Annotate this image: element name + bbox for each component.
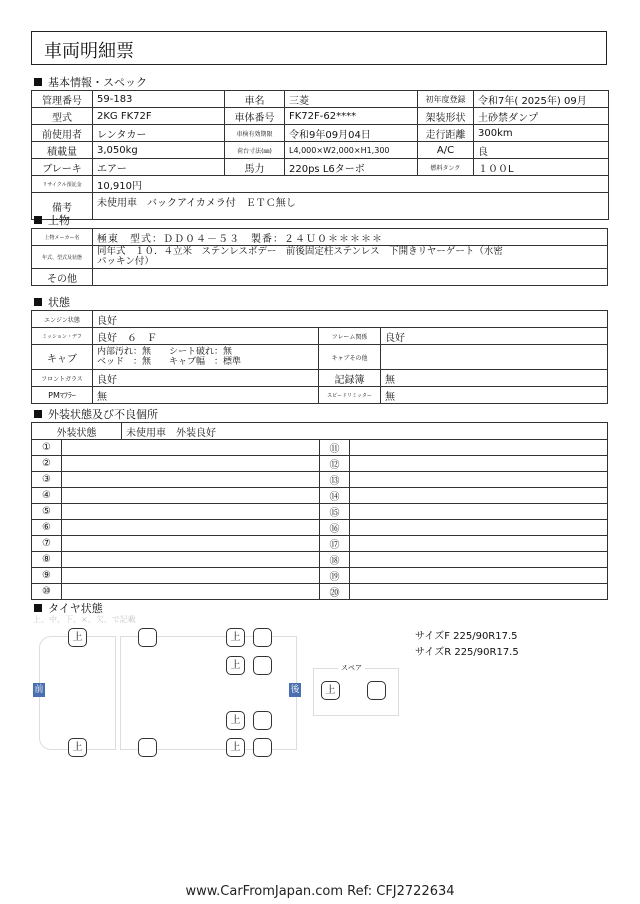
cell-label: 車名 xyxy=(225,91,285,108)
tire-spare-2[interactable] xyxy=(367,681,386,700)
cell-label: 車検有効期限 xyxy=(225,125,285,142)
table-row xyxy=(32,536,608,552)
cell-label: 前使用者 xyxy=(32,125,93,142)
defect-cell-left[interactable] xyxy=(62,568,320,584)
basic-info-table xyxy=(31,90,609,220)
row-number-right: ⑰ xyxy=(320,536,350,552)
row-number-left: ⑤ xyxy=(32,504,62,520)
defect-cell-right[interactable] xyxy=(350,504,608,520)
bullet-square-icon xyxy=(34,410,42,418)
table-row xyxy=(32,423,608,440)
row-number-left: ⑧ xyxy=(32,552,62,568)
cab-outline xyxy=(39,636,116,750)
cell-value: 良 xyxy=(474,142,609,159)
cell-label: 積載量 xyxy=(32,142,93,159)
row-number-left: ③ xyxy=(32,472,62,488)
table-row xyxy=(32,125,609,142)
cell-value xyxy=(93,269,608,286)
defect-cell-left[interactable] xyxy=(62,520,320,536)
cell-label: 上物メーカー名 xyxy=(32,229,93,246)
table-row xyxy=(32,91,609,108)
section-body-heading: 上物 xyxy=(34,212,70,228)
table-row xyxy=(32,387,608,404)
defect-cell-left[interactable] xyxy=(62,552,320,568)
cell-label: ミッション・デフ xyxy=(32,328,93,345)
table-row xyxy=(32,269,608,286)
cell-label: 架装形状 xyxy=(418,108,474,125)
table-row xyxy=(32,345,608,370)
cell-value: 令和9年09月04日 xyxy=(285,125,418,142)
defect-cell-left[interactable] xyxy=(62,456,320,472)
tire-front-left[interactable]: 上 xyxy=(68,628,87,647)
defect-cell-right[interactable] xyxy=(350,536,608,552)
exterior-table xyxy=(31,422,608,600)
defect-cell-right[interactable] xyxy=(350,568,608,584)
row-number-right: ⑯ xyxy=(320,520,350,536)
cell-label: 管理番号 xyxy=(32,91,93,108)
table-row xyxy=(32,229,608,246)
section-condition-heading: 状態 xyxy=(34,294,70,310)
cell-label: フレーム関係 xyxy=(319,328,381,345)
bullet-square-icon xyxy=(34,78,42,86)
cell-label: スピードリミッター xyxy=(319,387,381,404)
cell-value: エアー xyxy=(93,159,225,176)
bullet-square-icon xyxy=(34,216,42,224)
bullet-square-icon xyxy=(34,298,42,306)
bed-outline xyxy=(120,636,297,750)
cell-label: 年式、型式及状態 xyxy=(32,246,93,269)
tire-rear1-outer[interactable]: 上 xyxy=(226,628,245,647)
cell-value: 土砂禁ダンプ xyxy=(474,108,609,125)
cell-label: 備考 xyxy=(32,193,93,220)
row-number-right: ⑳ xyxy=(320,584,350,600)
cell-label: A/C xyxy=(418,142,474,159)
row-number-left: ⑨ xyxy=(32,568,62,584)
table-row xyxy=(32,108,609,125)
row-number-right: ⑭ xyxy=(320,488,350,504)
defect-cell-left[interactable] xyxy=(62,536,320,552)
cell-label: 荷台寸法(㎜) xyxy=(225,142,285,159)
tire-rear4-inner[interactable] xyxy=(253,738,272,757)
defect-cell-right[interactable] xyxy=(350,456,608,472)
table-row xyxy=(32,488,608,504)
table-row xyxy=(32,142,609,159)
section-basic-heading: 基本情報・スペック xyxy=(34,74,147,90)
tire-front-right[interactable]: 上 xyxy=(68,738,87,757)
cell-label: PMﾏﾌﾗｰ xyxy=(32,387,93,404)
tire-rear1-inner[interactable] xyxy=(253,628,272,647)
cell-value: 良好 ６ Ｆ xyxy=(93,328,319,345)
cell-label: 馬力 xyxy=(225,159,285,176)
cell-value: 300km xyxy=(474,125,609,142)
cell-value xyxy=(381,345,608,370)
table-row xyxy=(32,176,609,193)
table-row xyxy=(32,311,608,328)
cell-value: 3,050kg xyxy=(93,142,225,159)
defect-cell-right[interactable] xyxy=(350,520,608,536)
table-row xyxy=(32,552,608,568)
cell-label: 型式 xyxy=(32,108,93,125)
table-row xyxy=(32,370,608,387)
cell-value: 無 xyxy=(93,387,319,404)
condition-table xyxy=(31,310,608,404)
table-row xyxy=(32,246,608,269)
table-row xyxy=(32,440,608,456)
spare-label: スペア xyxy=(338,663,365,673)
cell-value: 未使用車 外装良好 xyxy=(122,423,608,440)
cell-value: 無 xyxy=(381,370,608,387)
defect-cell-left[interactable] xyxy=(62,472,320,488)
defect-cell-right[interactable] xyxy=(350,472,608,488)
page-title: 車両明細票 xyxy=(31,31,607,65)
defect-cell-left[interactable] xyxy=(62,440,320,456)
cell-value: 10,910円 xyxy=(93,176,609,193)
table-row xyxy=(32,472,608,488)
defect-cell-right[interactable] xyxy=(350,584,608,600)
cell-label: キャブその他 xyxy=(319,345,381,370)
cell-value: 良好 xyxy=(381,328,608,345)
cell-value: FK72F-62**** xyxy=(285,108,418,125)
tire-hint: 上、中、下、×、欠、で記載 xyxy=(33,615,136,624)
row-number-left: ⑦ xyxy=(32,536,62,552)
table-row xyxy=(32,504,608,520)
row-number-left: ⑩ xyxy=(32,584,62,600)
tire-rear3-inner[interactable] xyxy=(253,711,272,730)
cell-label: 外装状態 xyxy=(32,423,122,440)
table-row xyxy=(32,456,608,472)
cell-value: １００L xyxy=(474,159,609,176)
defect-cell-right[interactable] xyxy=(350,488,608,504)
row-number-right: ⑲ xyxy=(320,568,350,584)
cell-value: 良好 xyxy=(93,370,319,387)
bullet-square-icon xyxy=(34,604,42,612)
cell-label: 走行距離 xyxy=(418,125,474,142)
cell-value: 220ps L6ターボ xyxy=(285,159,418,176)
cell-label: エンジン状態 xyxy=(32,311,93,328)
cell-value: 2KG FK72F xyxy=(93,108,225,125)
cell-value: 極東 型式：ＤＤ０４－５３ 製番：２４Ｕ０＊＊＊＊＊ xyxy=(93,229,608,246)
tire-mid-right[interactable] xyxy=(138,738,157,757)
cell-label: 燃料タンク xyxy=(418,159,474,176)
defect-cell-left[interactable] xyxy=(62,488,320,504)
cell-value: 内部汚れ：無 シート破れ：無 ベッド ：無 キャブ幅 ：標準 xyxy=(93,345,319,370)
cell-value: レンタカー xyxy=(93,125,225,142)
defect-cell-right[interactable] xyxy=(350,552,608,568)
cell-label: キャブ xyxy=(32,345,93,370)
cell-label: 記録簿 xyxy=(319,370,381,387)
tire-size-rear: サイズR 225/90R17.5 xyxy=(415,647,519,658)
cell-label: 初年度登録 xyxy=(418,91,474,108)
cell-label: リサイクル預託金 xyxy=(32,176,93,193)
row-number-right: ⑪ xyxy=(320,440,350,456)
cell-value: 未使用車 バックアイカメラ付 ＥＴＣ無し xyxy=(93,193,609,220)
body-table xyxy=(31,228,608,286)
section-exterior-heading: 外装状態及び不良個所 xyxy=(34,406,158,422)
row-number-left: ⑥ xyxy=(32,520,62,536)
cell-label: 車体番号 xyxy=(225,108,285,125)
footer-reference: www.CarFromJapan.com Ref: CFJ2722634 xyxy=(185,884,455,899)
defect-cell-left[interactable] xyxy=(62,584,320,600)
table-row xyxy=(32,584,608,600)
tire-size-front: サイズF 225/90R17.5 xyxy=(415,631,518,642)
cell-label: その他 xyxy=(32,269,93,286)
section-tires-heading: タイヤ状態 xyxy=(34,600,103,616)
row-number-right: ⑬ xyxy=(320,472,350,488)
defect-cell-left[interactable] xyxy=(62,504,320,520)
cell-value: L4,000×W2,000×H1,300 xyxy=(285,142,418,159)
front-marker: 前 xyxy=(34,685,44,695)
table-row xyxy=(32,328,608,345)
table-row xyxy=(32,520,608,536)
tire-rear3-outer[interactable]: 上 xyxy=(226,711,245,730)
row-number-left: ④ xyxy=(32,488,62,504)
cell-value: 同年式 １０．４立米 ステンレスボデー 前後固定柱ステンレス 下開きリヤーゲート（水密 パッキン付） xyxy=(93,246,608,269)
row-number-left: ② xyxy=(32,456,62,472)
table-row xyxy=(32,568,608,584)
row-number-right: ⑱ xyxy=(320,552,350,568)
cell-label: フロントガラス xyxy=(32,370,93,387)
cell-value: 良好 xyxy=(93,311,608,328)
table-row xyxy=(32,193,609,220)
row-number-right: ⑫ xyxy=(320,456,350,472)
cell-value: 令和7年( 2025年) 09月 xyxy=(474,91,609,108)
defect-cell-right[interactable] xyxy=(350,440,608,456)
cell-value: 三菱 xyxy=(285,91,418,108)
tire-rear2-inner[interactable] xyxy=(253,656,272,675)
cell-value: 59-183 xyxy=(93,91,225,108)
rear-marker: 後 xyxy=(290,685,300,695)
cell-value: 無 xyxy=(381,387,608,404)
tire-rear4-outer[interactable]: 上 xyxy=(226,738,245,757)
row-number-right: ⑮ xyxy=(320,504,350,520)
row-number-left: ① xyxy=(32,440,62,456)
tire-rear2-outer[interactable]: 上 xyxy=(226,656,245,675)
tire-mid-left[interactable] xyxy=(138,628,157,647)
table-row xyxy=(32,159,609,176)
tire-spare-1[interactable]: 上 xyxy=(321,681,340,700)
cell-label: ブレーキ xyxy=(32,159,93,176)
